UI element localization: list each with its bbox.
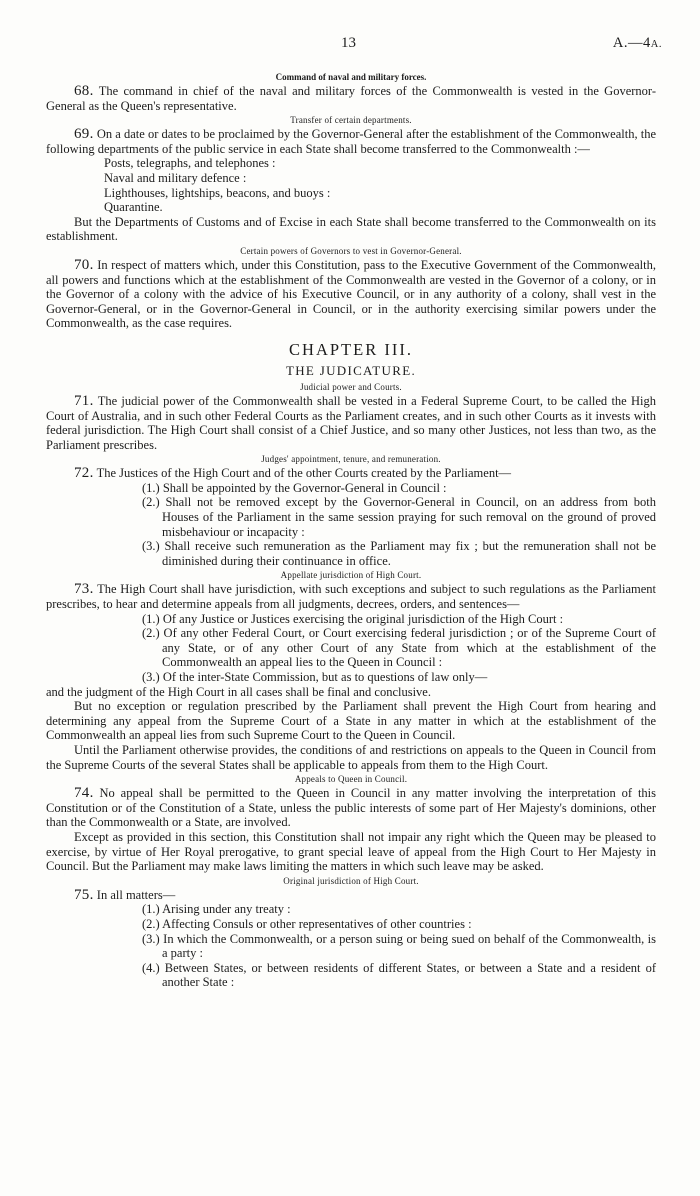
chapter-title: CHAPTER III. [289,339,413,359]
section-73 [46,582,656,611]
section-69-list [46,156,656,214]
section-73-continuation-2: Until the Parliament otherwise provides, the conditions of and restrictions on appeals to the Queen in Council from the Supreme Courts of the several States shall be applicable to appeals from them to the High Court. [46,742,656,772]
marginal-note-68: Command of naval and military forces. [275,72,427,82]
subsection-item: (3.) Shall receive such remuneration as the Parliament may fix ; but the remuneration shall not be diminished during their continuance in office. [142,539,656,568]
document-body [46,70,656,990]
section-number-68: 68. [74,83,94,99]
subsection-item: (3.) Of the inter-State Commission, but as to questions of law only— [142,670,488,684]
section-70-text: In respect of matters which, under this Constitution, pass to the Executive Government of the Commonwealth, all powers and functions which at the establishment of the Commonwealth are vested in the Governor of a colony, or in the Governor of a colony with the advice of his Executive Council, or in any authority of a colony, shall vest in the Governor-General, or in the Governor-General in Council, or in the authority exercising similar powers under the Commonwealth, as the case requires. [46,257,657,331]
section-74-continuation: Except as provided in this section, this Constitution shall not impair any right which the Queen may be pleased to exercise, by virtue of Her Royal prerogative, to grant special leave of appeal from the High Court to Her Majesty in Council. But the Parliament may make laws limiting the matters in which such leave may be asked. [46,829,656,874]
section-68-text: The command in chief of the naval and military forces of the Commonwealth is vested in the Governor-General as the Queen's representative. [46,84,656,113]
chapter-subtitle: THE JUDICATURE. [286,362,416,378]
section-75-subsections [46,902,656,990]
section-69-continuation: But the Departments of Customs and of Excise in each State shall become transferred to the Commonwealth on its establishment. [46,214,656,244]
section-71 [46,394,656,452]
section-number-70: 70. [74,256,94,273]
section-69-text: On a date or dates to be proclaimed by the Governor-General after the establishment of the Commonwealth, the following departments of the public service in each State shall become transferred to the Commonwealth :— [46,127,657,156]
paper-reference-suffix: A. [650,39,662,50]
section-number-72: 72. [74,465,94,482]
paper-reference [613,35,662,52]
section-69 [46,127,656,156]
subsection-item: (1.) Arising under any treaty : [142,902,291,917]
subsection-item: (3.) In which the Commonwealth, or a person suing or being sued on behalf of the Commonwealth, is a party : [142,931,656,961]
subsection-item: (2.) Shall not be removed except by the Governor-General in Council, on an address from both Houses of the Parliament in the same session praying for such removal on the ground of proved misbehaviour or incapacity : [142,495,656,539]
page-number: 13 [341,35,356,51]
marginal-note-74: Appeals to Queen in Council. [294,774,408,785]
list-item: Lighthouses, lightships, beacons, and buoys : [104,185,331,200]
list-item: Quarantine. [104,200,163,215]
marginal-note-71: Judicial power and Courts. [300,381,402,392]
subsection-item: (2.) Of any other Federal Court, or Court exercising federal jurisdiction ; or of the Supreme Court of any State, or of any other Court of any State from which at the establishment of the Commonwealth an appeal lies to the Queen in Council : [142,626,656,670]
subsection-item: (1.) Shall be appointed by the Governor-General in Council : [142,480,447,495]
section-68 [46,84,656,113]
section-73-text: The High Court shall have jurisdiction, with such exceptions and subject to such regulations as the Parliament prescribes, to hear and determine appeals from all judgments, decrees, orders, and sentences— [46,582,657,612]
section-74 [46,786,656,830]
subsection-item: (1.) Of any Justice or Justices exercising the original jurisdiction of the High Court : [142,611,564,626]
section-73-after-items: and the judgment of the High Court in all cases shall be final and conclusive. [46,684,431,699]
section-number-71: 71. [74,392,94,409]
list-item: Naval and military defence : [104,170,247,185]
section-75-text: In all matters— [96,887,176,902]
paper-reference-main: A.—4 [612,35,651,51]
section-number-75: 75. [74,886,94,903]
marginal-note-75: Original jurisdiction of High Court. [283,875,419,886]
section-72-subsections [46,481,656,569]
subsection-item: (4.) Between States, or between residents of different States, or between a State and a resident of another State : [142,960,656,990]
section-number-73: 73. [74,581,94,598]
section-71-text: The judicial power of the Commonwealth shall be vested in a Federal Supreme Court, to be called the High Court of Australia, and in such other Federal Courts as the Parliament creates, and in such other Courts as it invests with federal jurisdiction. The High Court shall consist of a Chief Justice, and so many other Justices, not less than two, as the Parliament prescribes. [46,393,656,452]
subsection-item: (2.) Affecting Consuls or other representatives of other countries : [142,916,472,931]
section-72-text: The Justices of the High Court and of the other Courts created by the Parliament— [96,466,512,481]
marginal-note-69: Transfer of certain departments. [290,115,412,126]
list-item: Posts, telegraphs, and telephones : [104,156,276,171]
section-73-continuation-1: But no exception or regulation prescribed by the Parliament shall prevent the High Court from hearing and determining any appeal from the Supreme Court of a State in any matter in which at the establishment of the Commonwealth an appeal lies from such Supreme Court to the Queen in Council. [46,699,656,743]
marginal-note-70: Certain powers of Governors to vest in Governor-General. [240,245,462,256]
section-73-subsections [46,612,656,685]
section-70 [46,258,656,331]
section-74-text: No appeal shall be permitted to the Queen in Council in any matter involving the interpretation of this Constitution or of the Constitution of a State, unless the public interests of some part of Her Majesty's dominions, other than the Commonwealth or a State, are involved. [46,786,657,830]
section-75 [46,888,656,903]
marginal-note-72: Judges' appointment, tenure, and remuneration. [261,454,441,465]
section-72 [46,466,656,481]
marginal-note-73: Appellate jurisdiction of High Court. [280,570,422,581]
section-number-74: 74. [74,785,94,802]
section-number-69: 69. [74,126,94,143]
